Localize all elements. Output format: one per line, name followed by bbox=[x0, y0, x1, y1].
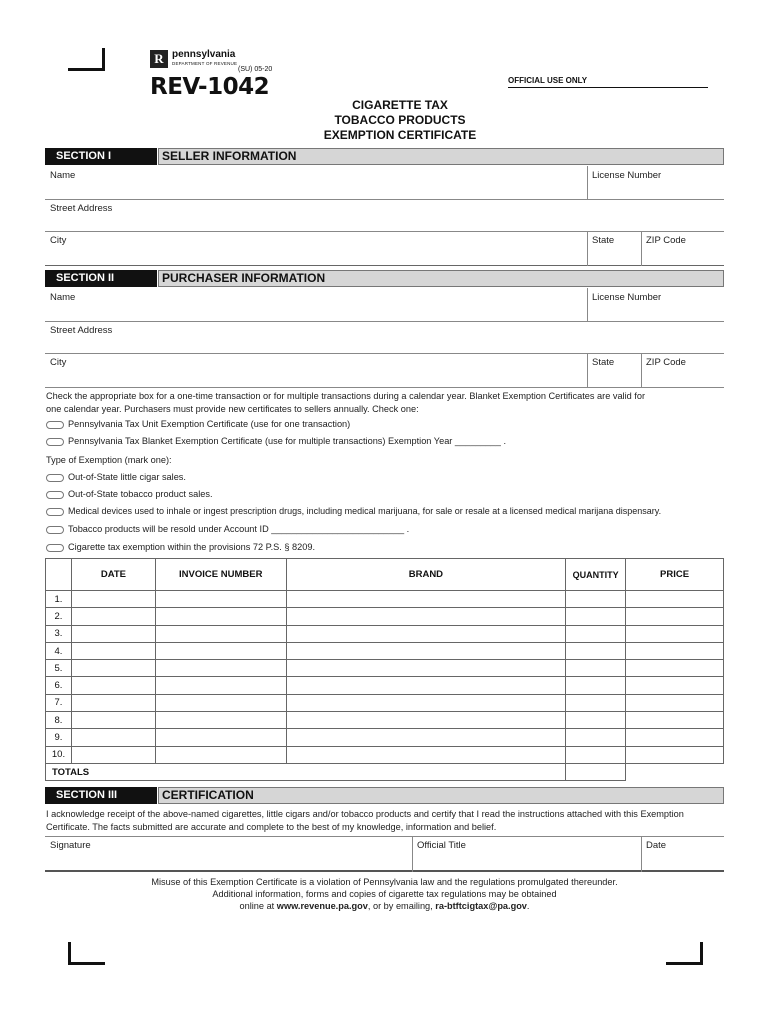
brand-cell[interactable] bbox=[286, 694, 565, 711]
agency-logo-text: pennsylvania bbox=[172, 49, 236, 60]
exemption-type-checkbox-3[interactable] bbox=[46, 508, 64, 516]
brand-cell[interactable] bbox=[286, 729, 565, 746]
date-cell[interactable] bbox=[71, 625, 155, 642]
exemption-type-heading: Type of Exemption (mark one): bbox=[46, 455, 172, 465]
invoice-number-cell[interactable] bbox=[155, 660, 286, 677]
seller-license-field[interactable]: License Number bbox=[592, 170, 662, 181]
date-cell[interactable] bbox=[71, 642, 155, 659]
divider bbox=[587, 354, 588, 388]
invoice-number-cell[interactable] bbox=[155, 642, 286, 659]
signature-field[interactable]: Signature bbox=[50, 840, 91, 851]
purchaser-zip-field[interactable]: ZIP Code bbox=[646, 357, 686, 368]
row-number: 6. bbox=[46, 677, 72, 694]
agency-logo-subtext: DEPARTMENT OF REVENUE bbox=[172, 61, 238, 66]
crop-mark-top-left bbox=[68, 48, 105, 71]
header-date: DATE bbox=[71, 559, 155, 591]
row-number: 1. bbox=[46, 591, 72, 608]
quantity-cell[interactable] bbox=[566, 677, 626, 694]
invoice-number-cell[interactable] bbox=[155, 712, 286, 729]
brand-cell[interactable] bbox=[286, 625, 565, 642]
totals-empty-cell bbox=[626, 763, 724, 780]
price-cell[interactable] bbox=[626, 660, 724, 677]
price-cell[interactable] bbox=[626, 712, 724, 729]
instructions-line-1: Check the appropriate box for a one-time transaction or for multiple transactions during a calendar year. Blanket Exemption Certificates are valid for bbox=[46, 391, 646, 401]
row-number: 2. bbox=[46, 608, 72, 625]
divider bbox=[587, 166, 588, 200]
totals-label: TOTALS bbox=[46, 763, 566, 780]
footer-line-3 bbox=[45, 900, 724, 912]
date-cell[interactable] bbox=[71, 591, 155, 608]
table-row bbox=[46, 591, 724, 608]
date-cell[interactable] bbox=[71, 608, 155, 625]
date-cell[interactable] bbox=[71, 660, 155, 677]
crop-mark-bottom-left bbox=[68, 942, 105, 965]
row-number: 3. bbox=[46, 625, 72, 642]
purchaser-street-field[interactable]: Street Address bbox=[50, 325, 113, 336]
invoice-number-cell[interactable] bbox=[155, 591, 286, 608]
seller-state-field[interactable]: State bbox=[592, 235, 615, 246]
invoice-number-cell[interactable] bbox=[155, 677, 286, 694]
seller-street-field[interactable]: Street Address bbox=[50, 203, 113, 214]
section-1-title: SELLER INFORMATION bbox=[158, 148, 724, 165]
row-number: 8. bbox=[46, 712, 72, 729]
divider bbox=[587, 288, 588, 322]
footer-line-1: Misuse of this Exemption Certificate is a violation of Pennsylvania law and the regulations promulgated thereunder. bbox=[151, 877, 618, 887]
title-line-1: CIGARETTE TAX bbox=[352, 98, 448, 112]
invoice-number-cell[interactable] bbox=[155, 729, 286, 746]
invoice-number-cell[interactable] bbox=[155, 694, 286, 711]
official-title-field[interactable]: Official Title bbox=[417, 840, 466, 851]
purchaser-license-field[interactable]: License Number bbox=[592, 292, 662, 303]
brand-cell[interactable] bbox=[286, 608, 565, 625]
row-number: 5. bbox=[46, 660, 72, 677]
form-number: REV-1042 bbox=[150, 74, 270, 100]
table-header-row bbox=[46, 559, 724, 591]
footer-notice bbox=[45, 876, 724, 912]
purchaser-state-field[interactable]: State bbox=[592, 357, 615, 368]
price-cell[interactable] bbox=[626, 746, 724, 763]
price-cell[interactable] bbox=[626, 694, 724, 711]
blanket-exemption-label: Pennsylvania Tax Blanket Exemption Certificate (use for multiple transactions) Exemption Year _________ . bbox=[68, 436, 507, 446]
total-quantity-cell[interactable] bbox=[566, 763, 626, 780]
crop-mark-bottom-right bbox=[666, 942, 703, 965]
exemption-type-checkbox-5[interactable] bbox=[46, 544, 64, 552]
quantity-cell[interactable] bbox=[566, 642, 626, 659]
section-1-label: SECTION I bbox=[45, 148, 157, 165]
exemption-type-label-1: Out-of-State little cigar sales. bbox=[68, 472, 186, 482]
header-quantity: QUANTITY bbox=[566, 559, 626, 591]
brand-cell[interactable] bbox=[286, 677, 565, 694]
invoice-number-cell[interactable] bbox=[155, 608, 286, 625]
quantity-cell[interactable] bbox=[566, 660, 626, 677]
quantity-cell[interactable] bbox=[566, 608, 626, 625]
invoice-number-cell[interactable] bbox=[155, 625, 286, 642]
table-row bbox=[46, 677, 724, 694]
price-cell[interactable] bbox=[626, 729, 724, 746]
table-row bbox=[46, 746, 724, 763]
row-number: 10. bbox=[46, 746, 72, 763]
totals-row bbox=[46, 763, 724, 780]
price-cell[interactable] bbox=[626, 677, 724, 694]
header-price: PRICE bbox=[626, 559, 724, 591]
section-3-title: CERTIFICATION bbox=[158, 787, 724, 804]
brand-cell[interactable] bbox=[286, 660, 565, 677]
row-number: 9. bbox=[46, 729, 72, 746]
certification-text-1: I acknowledge receipt of the above-named cigarettes, little cigars and/or tobacco products and certify that I read the instructions attached with this Exemption bbox=[46, 809, 684, 819]
quantity-cell[interactable] bbox=[566, 712, 626, 729]
seller-zip-field[interactable]: ZIP Code bbox=[646, 235, 686, 246]
seller-city-row bbox=[45, 232, 724, 266]
exemption-type-checkbox-2[interactable] bbox=[46, 491, 64, 499]
certification-text-2: Certificate. The facts submitted are accurate and complete to the best of my knowledge, information and belief. bbox=[46, 822, 497, 832]
exemption-type-label-2: Out-of-State tobacco product sales. bbox=[68, 489, 213, 499]
date-cell[interactable] bbox=[71, 677, 155, 694]
quantity-cell[interactable] bbox=[566, 625, 626, 642]
price-cell[interactable] bbox=[626, 625, 724, 642]
section-3-label: SECTION III bbox=[45, 787, 157, 804]
brand-cell[interactable] bbox=[286, 642, 565, 659]
table-row bbox=[46, 625, 724, 642]
brand-cell[interactable] bbox=[286, 746, 565, 763]
brand-cell[interactable] bbox=[286, 591, 565, 608]
unit-exemption-label: Pennsylvania Tax Unit Exemption Certificate (use for one transaction) bbox=[68, 419, 351, 429]
footer-prefix: online at bbox=[239, 901, 277, 911]
table-row bbox=[46, 608, 724, 625]
header-invoice-number: INVOICE NUMBER bbox=[155, 559, 286, 591]
price-cell[interactable] bbox=[626, 608, 724, 625]
title-line-2: TOBACCO PRODUCTS bbox=[334, 113, 466, 127]
exemption-type-label-4: Tobacco products will be resold under Account ID __________________________ . bbox=[68, 524, 410, 534]
purchaser-city-field[interactable]: City bbox=[50, 357, 67, 368]
quantity-cell[interactable] bbox=[566, 694, 626, 711]
seller-street-row bbox=[45, 200, 724, 232]
price-cell[interactable] bbox=[626, 591, 724, 608]
section-2-title: PURCHASER INFORMATION bbox=[158, 270, 724, 287]
divider bbox=[641, 354, 642, 388]
table-row bbox=[46, 729, 724, 746]
instructions-line-2: one calendar year. Purchasers must provide new certificates to sellers annually. Check one: bbox=[46, 404, 419, 414]
official-use-field[interactable]: OFFICIAL USE ONLY bbox=[508, 76, 708, 88]
purchaser-street-row bbox=[45, 322, 724, 354]
table-row bbox=[46, 694, 724, 711]
transaction-table bbox=[45, 558, 724, 781]
date-field[interactable]: Date bbox=[646, 840, 667, 851]
row-number: 4. bbox=[46, 642, 72, 659]
form-title bbox=[270, 98, 530, 143]
purchaser-city-row bbox=[45, 354, 724, 388]
seller-city-field[interactable]: City bbox=[50, 235, 67, 246]
header-row-number bbox=[46, 559, 72, 591]
signature-row bbox=[45, 836, 724, 872]
unit-exemption-checkbox[interactable] bbox=[46, 421, 64, 429]
price-cell[interactable] bbox=[626, 642, 724, 659]
table-row bbox=[46, 642, 724, 659]
purchaser-name-field[interactable]: Name bbox=[50, 292, 76, 303]
quantity-cell[interactable] bbox=[566, 746, 626, 763]
date-cell[interactable] bbox=[71, 694, 155, 711]
seller-name-field[interactable]: Name bbox=[50, 170, 76, 181]
table-row bbox=[46, 660, 724, 677]
section-2-label: SECTION II bbox=[45, 270, 157, 287]
form-code: (SU) 05-20 bbox=[238, 66, 273, 73]
row-number: 7. bbox=[46, 694, 72, 711]
date-cell[interactable] bbox=[71, 729, 155, 746]
exemption-type-label-3: Medical devices used to inhale or ingest prescription drugs, including medical marijuana, for sale or resale at a licensed medical marijana dispensary. bbox=[68, 506, 662, 516]
quantity-cell[interactable] bbox=[566, 591, 626, 608]
divider bbox=[641, 836, 642, 872]
keystone-logo-icon: R bbox=[150, 50, 168, 68]
exemption-type-checkbox-4[interactable] bbox=[46, 526, 64, 534]
table-row bbox=[46, 712, 724, 729]
exemption-type-checkbox-1[interactable] bbox=[46, 474, 64, 482]
quantity-cell[interactable] bbox=[566, 729, 626, 746]
header-brand: BRAND bbox=[286, 559, 565, 591]
email-link[interactable]: ra-btftcigtax@pa.gov bbox=[435, 901, 527, 911]
footer-suffix: . bbox=[526, 901, 530, 911]
date-cell[interactable] bbox=[71, 712, 155, 729]
invoice-number-cell[interactable] bbox=[155, 746, 286, 763]
divider bbox=[641, 232, 642, 266]
brand-cell[interactable] bbox=[286, 712, 565, 729]
divider bbox=[412, 836, 413, 872]
date-cell[interactable] bbox=[71, 746, 155, 763]
website-link[interactable]: www.revenue.pa.gov bbox=[276, 901, 368, 911]
blanket-exemption-checkbox[interactable] bbox=[46, 438, 64, 446]
footer-mid: , or by emailing, bbox=[367, 901, 436, 911]
exemption-type-label-5: Cigarette tax exemption within the provisions 72 P.S. § 8209. bbox=[68, 542, 316, 552]
title-line-3: EXEMPTION CERTIFICATE bbox=[323, 128, 477, 142]
footer-line-2: Additional information, forms and copies of cigarette tax regulations may be obtained bbox=[212, 889, 557, 899]
divider bbox=[587, 232, 588, 266]
